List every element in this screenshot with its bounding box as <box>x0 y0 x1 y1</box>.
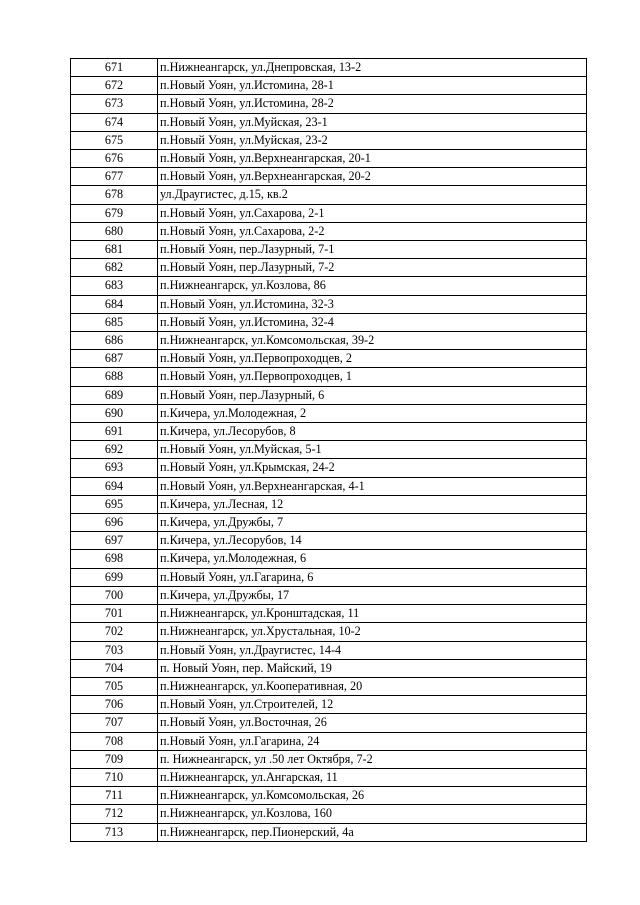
row-number-cell: 690 <box>71 404 158 422</box>
row-number-cell: 689 <box>71 386 158 404</box>
row-number-cell: 696 <box>71 514 158 532</box>
table-row <box>71 77 587 95</box>
row-number-cell: 708 <box>71 732 158 750</box>
table-row <box>71 659 587 677</box>
row-number-cell: 704 <box>71 659 158 677</box>
row-number-cell: 700 <box>71 586 158 604</box>
table-row <box>71 750 587 768</box>
table-row <box>71 459 587 477</box>
row-number-cell: 674 <box>71 113 158 131</box>
address-cell: п.Новый Уоян, ул.Первопроходцев, 2 <box>158 350 587 368</box>
table-row <box>71 514 587 532</box>
table-row <box>71 714 587 732</box>
address-cell: п.Новый Уоян, ул.Драугистес, 14-4 <box>158 641 587 659</box>
row-number-cell: 701 <box>71 605 158 623</box>
table-row <box>71 259 587 277</box>
address-cell: п.Новый Уоян, ул.Первопроходцев, 1 <box>158 368 587 386</box>
table-row <box>71 787 587 805</box>
address-cell: п. Новый Уоян, пер. Майский, 19 <box>158 659 587 677</box>
table-row <box>71 568 587 586</box>
address-cell: п.Нижнеангарск, ул.Днепровская, 13-2 <box>158 59 587 77</box>
address-cell: п.Новый Уоян, ул.Верхнеангарская, 20-1 <box>158 150 587 168</box>
address-cell: п.Новый Уоян, пер.Лазурный, 6 <box>158 386 587 404</box>
row-number-cell: 684 <box>71 295 158 313</box>
address-cell: п.Кичера, ул.Лесная, 12 <box>158 495 587 513</box>
address-cell: п.Нижнеангарск, ул.Комсомольская, 39-2 <box>158 332 587 350</box>
row-number-cell: 685 <box>71 313 158 331</box>
table-row <box>71 677 587 695</box>
table-row <box>71 368 587 386</box>
table-row <box>71 222 587 240</box>
address-cell: п.Нижнеангарск, ул.Кронштадская, 11 <box>158 605 587 623</box>
address-cell: п.Новый Уоян, ул.Истомина, 28-1 <box>158 77 587 95</box>
row-number-cell: 697 <box>71 532 158 550</box>
address-cell: п.Кичера, ул.Лесорубов, 8 <box>158 423 587 441</box>
table-row <box>71 823 587 841</box>
table-row <box>71 477 587 495</box>
address-cell: п.Новый Уоян, ул.Муйская, 23-1 <box>158 113 587 131</box>
table-row <box>71 313 587 331</box>
row-number-cell: 686 <box>71 332 158 350</box>
row-number-cell: 691 <box>71 423 158 441</box>
row-number-cell: 675 <box>71 131 158 149</box>
row-number-cell: 707 <box>71 714 158 732</box>
address-cell: п.Новый Уоян, ул.Муйская, 5-1 <box>158 441 587 459</box>
row-number-cell: 688 <box>71 368 158 386</box>
address-cell: п.Новый Уоян, ул.Сахарова, 2-2 <box>158 222 587 240</box>
row-number-cell: 695 <box>71 495 158 513</box>
table-row <box>71 113 587 131</box>
row-number-cell: 703 <box>71 641 158 659</box>
address-cell: п.Кичера, ул.Дружбы, 7 <box>158 514 587 532</box>
table-row <box>71 386 587 404</box>
table-row <box>71 641 587 659</box>
table-row <box>71 696 587 714</box>
address-cell: п.Новый Уоян, ул.Истомина, 32-4 <box>158 313 587 331</box>
table-row <box>71 95 587 113</box>
table-row <box>71 605 587 623</box>
address-cell: п.Нижнеангарск, ул.Козлова, 86 <box>158 277 587 295</box>
table-row <box>71 241 587 259</box>
row-number-cell: 672 <box>71 77 158 95</box>
row-number-cell: 709 <box>71 750 158 768</box>
address-cell: п.Новый Уоян, ул.Гагарина, 6 <box>158 568 587 586</box>
row-number-cell: 694 <box>71 477 158 495</box>
table-row <box>71 623 587 641</box>
row-number-cell: 677 <box>71 168 158 186</box>
address-cell: п.Нижнеангарск, пер.Пионерский, 4а <box>158 823 587 841</box>
address-cell: п.Нижнеангарск, ул.Комсомольская, 26 <box>158 787 587 805</box>
row-number-cell: 683 <box>71 277 158 295</box>
row-number-cell: 676 <box>71 150 158 168</box>
address-table <box>70 58 587 842</box>
address-cell: п. Нижнеангарск, ул .50 лет Октября, 7-2 <box>158 750 587 768</box>
address-cell: п.Кичера, ул.Лесорубов, 14 <box>158 532 587 550</box>
table-row <box>71 805 587 823</box>
table-row <box>71 423 587 441</box>
address-cell: п.Новый Уоян, ул.Крымская, 24-2 <box>158 459 587 477</box>
address-cell: п.Кичера, ул.Молодежная, 2 <box>158 404 587 422</box>
table-row <box>71 59 587 77</box>
row-number-cell: 671 <box>71 59 158 77</box>
address-cell: п.Кичера, ул.Молодежная, 6 <box>158 550 587 568</box>
row-number-cell: 699 <box>71 568 158 586</box>
table-row <box>71 550 587 568</box>
table-row <box>71 586 587 604</box>
address-cell: п.Нижнеангарск, ул.Козлова, 160 <box>158 805 587 823</box>
table-row <box>71 150 587 168</box>
address-cell: п.Новый Уоян, пер.Лазурный, 7-1 <box>158 241 587 259</box>
address-cell: п.Новый Уоян, ул.Восточная, 26 <box>158 714 587 732</box>
address-cell: ул.Драугистес, д.15, кв.2 <box>158 186 587 204</box>
row-number-cell: 682 <box>71 259 158 277</box>
table-row <box>71 186 587 204</box>
address-cell: п.Новый Уоян, ул.Муйская, 23-2 <box>158 131 587 149</box>
table-row <box>71 204 587 222</box>
address-table-body <box>71 59 587 842</box>
row-number-cell: 693 <box>71 459 158 477</box>
row-number-cell: 687 <box>71 350 158 368</box>
row-number-cell: 705 <box>71 677 158 695</box>
table-row <box>71 404 587 422</box>
address-cell: п.Нижнеангарск, ул.Ангарская, 11 <box>158 768 587 786</box>
row-number-cell: 680 <box>71 222 158 240</box>
table-row <box>71 495 587 513</box>
row-number-cell: 702 <box>71 623 158 641</box>
table-row <box>71 768 587 786</box>
table-row <box>71 332 587 350</box>
address-cell: п.Новый Уоян, ул.Верхнеангарская, 4-1 <box>158 477 587 495</box>
address-cell: п.Новый Уоян, пер.Лазурный, 7-2 <box>158 259 587 277</box>
table-row <box>71 168 587 186</box>
row-number-cell: 692 <box>71 441 158 459</box>
row-number-cell: 698 <box>71 550 158 568</box>
address-cell: п.Новый Уоян, ул.Строителей, 12 <box>158 696 587 714</box>
address-cell: п.Новый Уоян, ул.Сахарова, 2-1 <box>158 204 587 222</box>
table-row <box>71 532 587 550</box>
row-number-cell: 710 <box>71 768 158 786</box>
table-row <box>71 350 587 368</box>
row-number-cell: 711 <box>71 787 158 805</box>
address-cell: п.Новый Уоян, ул.Истомина, 28-2 <box>158 95 587 113</box>
row-number-cell: 679 <box>71 204 158 222</box>
row-number-cell: 712 <box>71 805 158 823</box>
table-row <box>71 277 587 295</box>
address-cell: п.Новый Уоян, ул.Истомина, 32-3 <box>158 295 587 313</box>
row-number-cell: 681 <box>71 241 158 259</box>
address-cell: п.Нижнеангарск, ул.Хрустальная, 10-2 <box>158 623 587 641</box>
table-row <box>71 732 587 750</box>
table-row <box>71 295 587 313</box>
row-number-cell: 706 <box>71 696 158 714</box>
address-cell: п.Кичера, ул.Дружбы, 17 <box>158 586 587 604</box>
address-cell: п.Новый Уоян, ул.Верхнеангарская, 20-2 <box>158 168 587 186</box>
address-cell: п.Нижнеангарск, ул.Кооперативная, 20 <box>158 677 587 695</box>
row-number-cell: 713 <box>71 823 158 841</box>
address-cell: п.Новый Уоян, ул.Гагарина, 24 <box>158 732 587 750</box>
table-row <box>71 441 587 459</box>
row-number-cell: 673 <box>71 95 158 113</box>
table-row <box>71 131 587 149</box>
row-number-cell: 678 <box>71 186 158 204</box>
